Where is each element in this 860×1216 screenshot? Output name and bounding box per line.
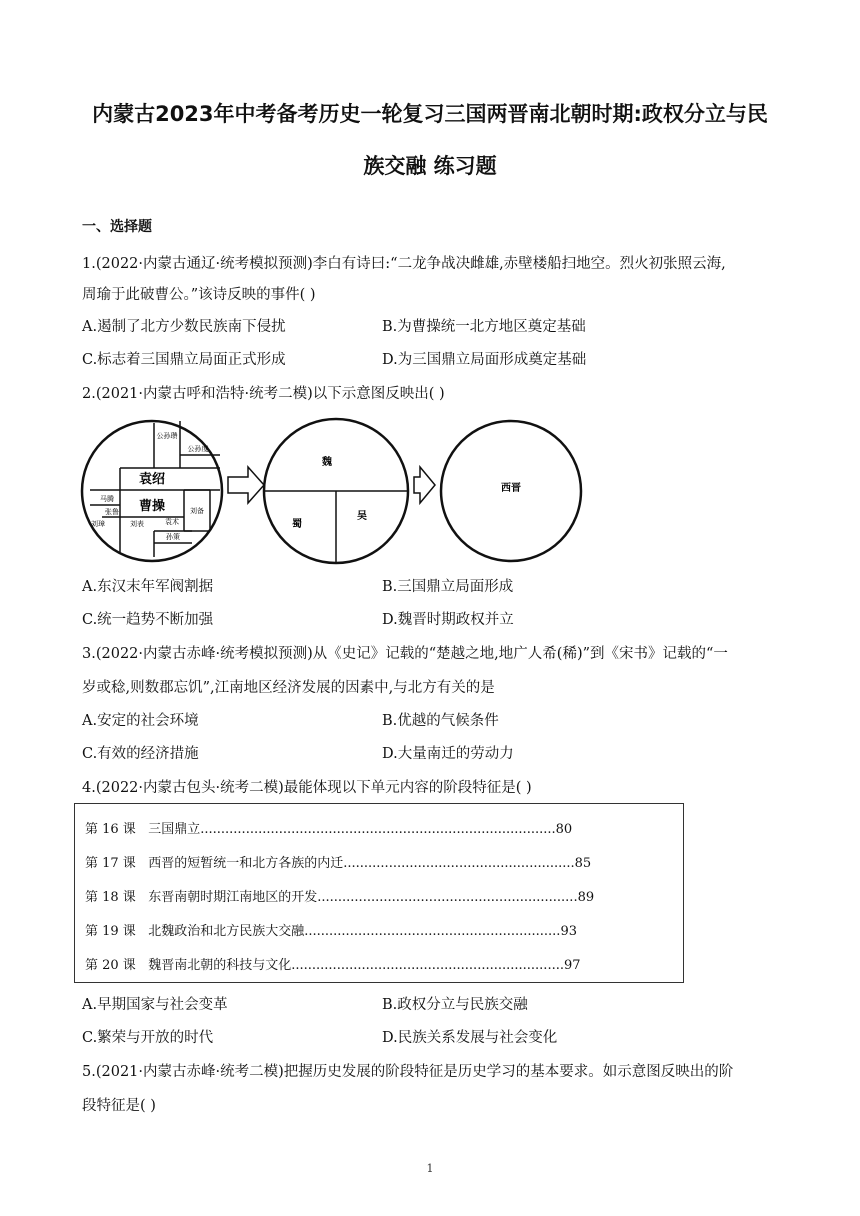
- label-sunce: 孙策: [166, 533, 180, 541]
- toc-title: 北魏政治和北方民族大交融: [148, 924, 305, 939]
- arrow-icon: [228, 467, 264, 503]
- label-wu: 吴: [357, 511, 367, 522]
- label-gongsundu: 公孙度: [187, 445, 209, 453]
- question-3-option-a[interactable]: A.安定的社会环境: [82, 713, 199, 729]
- question-2-option-d[interactable]: D.魏晋时期政权并立: [382, 612, 514, 628]
- question-4-line-1: 4.(2022·内蒙古包头·统考二模)最能体现以下单元内容的阶段特征是( ): [82, 780, 532, 796]
- question-2-option-c[interactable]: C.统一趋势不断加强: [82, 612, 214, 628]
- question-1-option-a[interactable]: A.遏制了北方少数民族南下侵扰: [82, 319, 286, 335]
- arrow-icon: [414, 467, 435, 503]
- toc-row: [85, 920, 577, 939]
- toc-lesson: 第 19 课: [85, 924, 136, 939]
- table-of-contents: [74, 803, 684, 983]
- section-heading: 一、选择题: [82, 219, 152, 235]
- toc-dots: ..................................................................: [291, 958, 564, 973]
- label-zhanglu: 张鲁: [105, 508, 119, 516]
- toc-lesson: 第 16 课: [85, 822, 136, 837]
- label-mateng: 马腾: [100, 495, 114, 503]
- label-xijin: 西晋: [501, 483, 521, 494]
- label-wei: 魏: [322, 457, 332, 468]
- question-5-line-1: 5.(2021·内蒙古赤峰·统考二模)把握历史发展的阶段特征是历史学习的基本要求。如示意图反映出的阶: [82, 1064, 734, 1080]
- toc-row: [85, 954, 581, 973]
- warlords-circle: [82, 421, 222, 561]
- question-1-option-b[interactable]: B.为曹操统一北方地区奠定基础: [382, 319, 586, 335]
- toc-title: 魏晋南北朝的科技与文化: [148, 958, 292, 973]
- toc-page: 85: [574, 856, 592, 871]
- toc-row: [85, 852, 591, 871]
- question-1-line-1: 1.(2022·内蒙古通辽·统考模拟预测)李白有诗曰:“二龙争战决雌雄,赤壁楼船扫地空。烈火初张照云海,: [82, 256, 726, 272]
- question-3-line-2: 岁或稔,则数郡忘饥”,江南地区经济发展的因素中,与北方有关的是: [82, 680, 495, 696]
- question-3-option-b[interactable]: B.优越的气候条件: [382, 713, 499, 729]
- question-1-option-d[interactable]: D.为三国鼎立局面形成奠定基础: [382, 352, 587, 368]
- title-line-1: 内蒙古2023年中考备考历史一轮复习三国两晋南北朝时期:政权分立与民: [92, 102, 768, 126]
- toc-row: [85, 818, 572, 837]
- question-4-option-a[interactable]: A.早期国家与社会变革: [82, 997, 228, 1013]
- toc-title: 东晋南朝时期江南地区的开发: [148, 890, 318, 905]
- question-3-line-1: 3.(2022·内蒙古赤峰·统考模拟预测)从《史记》记载的“楚越之地,地广人希(稀)”到《宋书》记载的“一: [82, 646, 728, 662]
- toc-page: 89: [577, 890, 595, 905]
- toc-lesson: 第 17 课: [85, 856, 136, 871]
- page-number: 1: [426, 1162, 434, 1175]
- question-3-option-c[interactable]: C.有效的经济措施: [82, 746, 199, 762]
- toc-lesson: 第 20 课: [85, 958, 136, 973]
- toc-page: 93: [560, 924, 577, 939]
- title-line-2: 族交融 练习题: [363, 154, 497, 178]
- toc-dots: ......................................................................................: [200, 822, 556, 837]
- toc-title: 西晋的短暂统一和北方各族的内迁: [148, 856, 344, 871]
- label-liuzhang: 刘璋: [91, 520, 105, 528]
- toc-dots: ...............................................................: [317, 890, 578, 905]
- label-liubiao: 刘表: [130, 520, 144, 528]
- question-4-option-b[interactable]: B.政权分立与民族交融: [382, 997, 528, 1013]
- question-2-option-b[interactable]: B.三国鼎立局面形成: [382, 579, 514, 595]
- question-3-option-d[interactable]: D.大量南迁的劳动力: [382, 746, 514, 762]
- label-yuanshao: 袁绍: [138, 472, 166, 487]
- question-4-option-d[interactable]: D.民族关系发展与社会变化: [382, 1030, 558, 1046]
- label-caocao: 曹操: [138, 499, 166, 514]
- page-title: [70, 88, 790, 192]
- question-5-line-2: 段特征是( ): [82, 1098, 156, 1114]
- western-jin-circle: [441, 421, 581, 561]
- toc-dots: ..............................................................: [304, 924, 561, 939]
- question-1-line-2: 周瑜于此破曹公。”该诗反映的事件( ): [82, 287, 316, 303]
- toc-lesson: 第 18 课: [85, 890, 136, 905]
- label-liubei: 刘备: [190, 507, 204, 515]
- toc-page: 97: [563, 958, 581, 973]
- question-2-line-1: 2.(2021·内蒙古呼和浩特·统考二模)以下示意图反映出( ): [82, 386, 445, 402]
- label-gongsunzan: 公孙瓒: [156, 432, 178, 440]
- toc-dots: ........................................................: [343, 856, 575, 871]
- three-kingdoms-diagram: [80, 413, 600, 568]
- toc-row: [85, 886, 594, 905]
- question-1-option-c[interactable]: C.标志着三国鼎立局面正式形成: [82, 352, 286, 368]
- toc-title: 三国鼎立: [148, 822, 201, 837]
- label-shu: 蜀: [292, 519, 302, 530]
- label-yuanshu: 袁术: [165, 518, 179, 526]
- three-kingdoms-circle: [264, 419, 408, 563]
- question-4-option-c[interactable]: C.繁荣与开放的时代: [82, 1030, 214, 1046]
- question-2-option-a[interactable]: A.东汉末年军阀割据: [82, 579, 214, 595]
- toc-page: 80: [555, 822, 573, 837]
